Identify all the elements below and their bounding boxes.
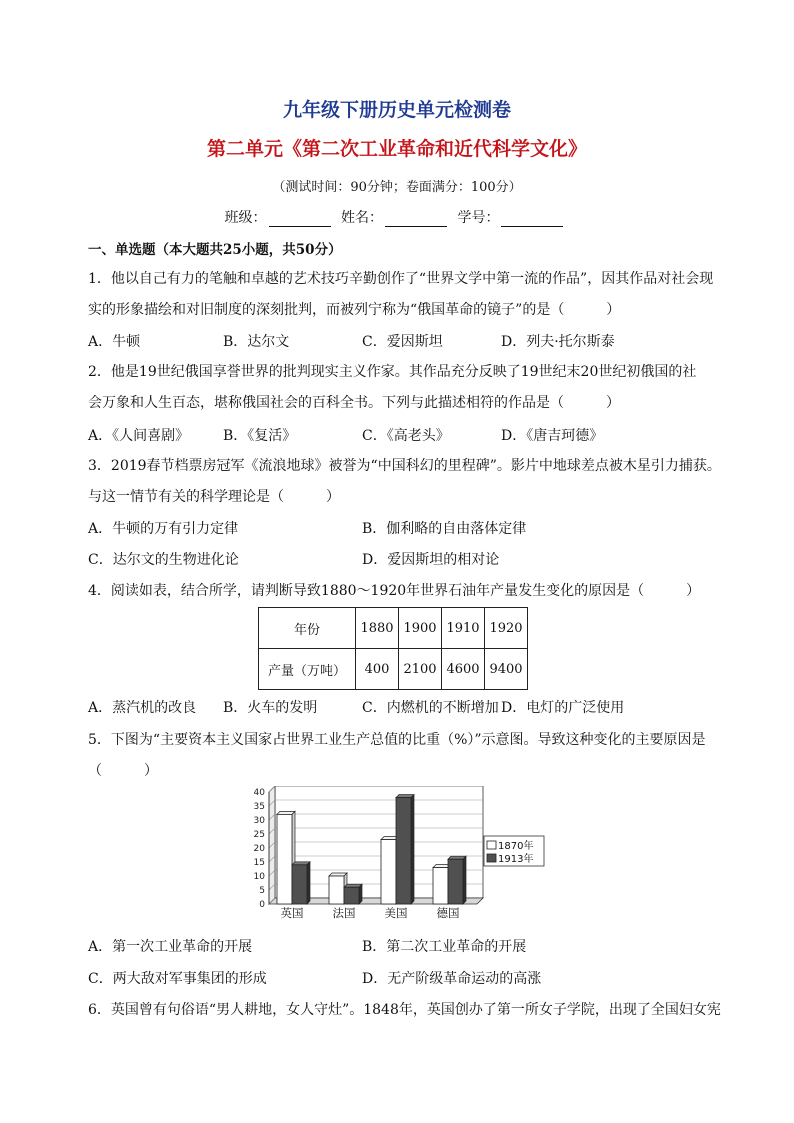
q5-option-c: C．两大敌对军事集团的形成: [88, 971, 267, 987]
y-tick-label: 35: [253, 802, 265, 812]
x-tick-label: 德国: [436, 906, 460, 920]
exam-meta: （测试时间：90分钟；卷面满分：100分）: [272, 180, 522, 195]
q4-option-b: B．火车的发明: [223, 700, 318, 716]
x-tick-label: 英国: [280, 906, 304, 920]
bar-side: [359, 884, 362, 904]
y-tick-label: 10: [253, 872, 265, 882]
student-info-line: [0, 207, 794, 227]
q2-line1: 2．他是19世纪俄国享誉世界的批判现实主义作家。其作品充分反映了19世纪末20世纪初俄国的社: [88, 364, 697, 380]
y-tick-label: 5: [259, 886, 265, 896]
q4-option-a: A．蒸汽机的改良: [88, 700, 197, 716]
q3-option-b: B．伽利略的自由落体定律: [362, 521, 527, 537]
table-cell: 1920: [485, 608, 528, 649]
q5-option-a: A．第一次工业革命的开展: [88, 939, 253, 955]
q5-line2: （ ）: [88, 763, 158, 779]
legend-swatch: [487, 841, 496, 849]
y-tick-label: 40: [253, 788, 265, 798]
table-row: [259, 649, 528, 690]
q2-option-b: B．《复活》: [223, 428, 297, 444]
table-cell: 9400: [485, 649, 528, 690]
y-tick-label: 30: [253, 816, 265, 826]
bar-1913年-德国: [448, 859, 463, 904]
q4-option-d: D．电灯的广泛使用: [501, 700, 625, 716]
q1-line2: 实的形象描绘和对旧制度的深刻批判，而被列宁称为“俄国革命的镜子”的是（ ）: [88, 302, 621, 318]
table-cell: 1880: [356, 608, 399, 649]
bar-side: [307, 862, 310, 904]
q1-option-a: A．牛顿: [88, 334, 141, 350]
q3-line1: 3．2019春节档票房冠军《流浪地球》被誉为“中国科幻的里程碑”。影片中地球差点被木星引力捕获。: [88, 458, 721, 474]
industrial-share-chart: [233, 786, 563, 930]
q3-option-d: D．爱因斯坦的相对论: [362, 552, 500, 568]
bar-1870年-英国: [277, 814, 292, 904]
q1-option-b: B．达尔文: [223, 334, 290, 350]
q4-option-c: C．内燃机的不断增加: [362, 700, 499, 716]
q2-option-d: D．《唐吉珂德》: [501, 428, 604, 444]
q1-option-d: D．列夫·托尔斯泰: [501, 334, 615, 350]
id-blank: [501, 212, 563, 227]
oil-output-table: [258, 607, 528, 690]
q4-line1: 4．阅读如表，结合所学，请判断导致1880～1920年世界石油年产量发生变化的原因是（ ）: [88, 583, 701, 599]
table-cell: 400: [356, 649, 399, 690]
bar-side: [463, 856, 466, 904]
bar-1913年-法国: [344, 887, 359, 904]
table-row: [259, 608, 528, 649]
q3-option-a: A．牛顿的万有引力定律: [88, 521, 239, 537]
q5-option-d: D．无产阶级革命运动的高涨: [362, 971, 542, 987]
y-tick-label: 0: [259, 900, 265, 910]
name-blank: [385, 212, 447, 227]
bar-1870年-美国: [381, 840, 396, 904]
class-blank: [269, 212, 331, 227]
table-header-year: 年份: [259, 608, 356, 649]
table-cell: 1910: [442, 608, 485, 649]
q5-option-b: B．第二次工业革命的开展: [362, 939, 527, 955]
legend-label: 1870年: [498, 841, 534, 852]
bar-1913年-美国: [396, 798, 411, 904]
x-tick-label: 法国: [332, 906, 356, 920]
page-title: 九年级下册历史单元检测卷: [282, 99, 511, 121]
bar-1870年-法国: [329, 876, 344, 904]
legend-swatch: [487, 854, 496, 862]
q2-option-a: A．《人间喜剧》: [88, 428, 190, 444]
bar-1913年-英国: [292, 865, 307, 904]
q1-line1: 1．他以自己有力的笔触和卓越的艺术技巧辛勤创作了“世界文学中第一流的作品”，因其作品对社会现: [88, 271, 714, 287]
y-tick-label: 15: [253, 858, 265, 868]
table-header-output: 产量（万吨）: [259, 649, 356, 690]
q3-option-c: C．达尔文的生物进化论: [88, 552, 239, 568]
table-cell: 1900: [399, 608, 442, 649]
class-label: 班级：: [224, 210, 267, 226]
q1-option-c: C．爱因斯坦: [362, 334, 443, 350]
y-tick-label: 25: [253, 830, 265, 840]
table-cell: 4600: [442, 649, 485, 690]
bar-side: [411, 795, 414, 904]
x-tick-label: 美国: [384, 906, 408, 920]
q2-line2: 会万象和人生百态，堪称俄国社会的百科全书。下列与此描述相符的作品是（ ）: [88, 395, 620, 411]
bar-1870年-德国: [433, 868, 448, 904]
q3-line2: 与这一情节有关的科学理论是（ ）: [88, 489, 340, 505]
q5-line1: 5．下图为“主要资本主义国家占世界工业生产总值的比重（%）”示意图。导致这种变化的主要原因是: [88, 732, 706, 748]
page-subtitle: 第二单元《第二次工业革命和近代科学文化》: [206, 138, 587, 160]
id-label: 学号：: [457, 210, 500, 226]
legend-label: 1913年: [498, 854, 534, 865]
q6-line1: 6．英国曾有句俗语“男人耕地，女人守灶”。1848年，英国创办了第一所女子学院，出现了全国妇女宪: [88, 1002, 721, 1018]
section-title: 一、单选题（本大题共25小题，共50分）: [88, 242, 342, 258]
y-tick-label: 20: [253, 844, 265, 854]
table-cell: 2100: [399, 649, 442, 690]
q2-option-c: C．《高老头》: [362, 428, 450, 444]
name-label: 姓名：: [341, 210, 383, 226]
